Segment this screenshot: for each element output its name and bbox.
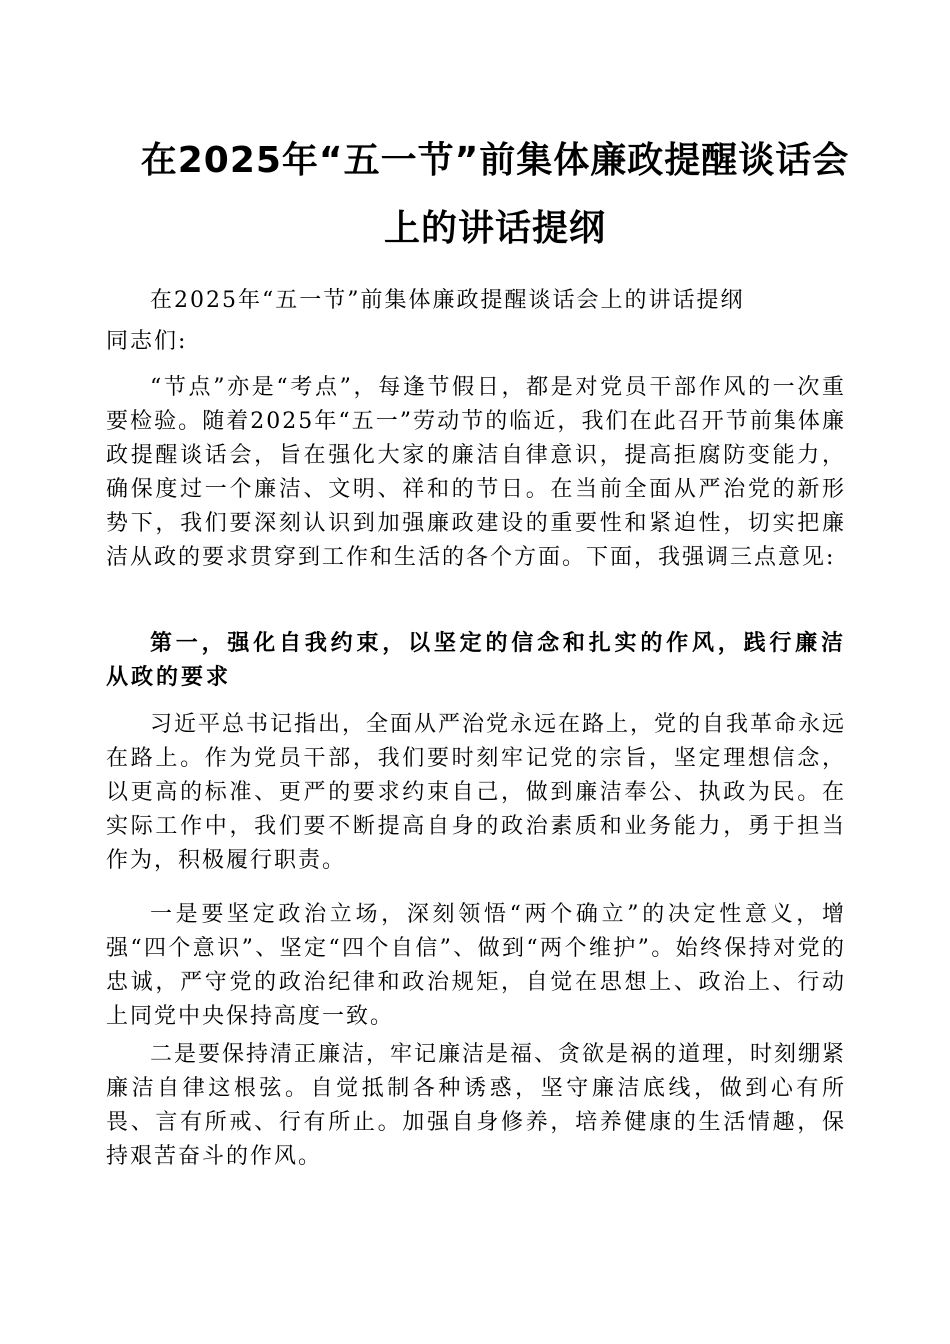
document-subtitle: 在2025年“五一节”前集体廉政提醒谈话会上的讲话提纲 <box>150 288 745 313</box>
intro-paragraph: “节点”亦是“考点”，每逢节假日，都是对党员干部作风的一次重要检验。随着2025年“五一”劳动节的临近，我们在此召开节前集体廉政提醒谈话会，旨在强化大家的廉洁自律意识，提高拒腐防变能力，确保度过一个廉洁、文明、祥和的节日。在当前全面从严治党的新形势下，我们要深刻认识到加强廉政建设的重要性和紧迫性，切实把廉洁从政的要求贯穿到工作和生活的各个方面。下面，我强调三点意见: <box>106 375 846 570</box>
document-title-line-1: 在2025年“五一节”前集体廉政提醒谈话会 <box>140 140 850 181</box>
section-1-paragraph: 习近平总书记指出，全面从严治党永远在路上，党的自我革命永远在路上。作为党员干部，我们要时刻牢记党的宗旨，坚定理想信念，以更高的标准、更严的要求约束自己，做到廉洁奉公、执政为民。在实际工作中，我们要不断提高自身的政治素质和业务能力，勇于担当作为，积极履行职责。 <box>106 712 847 873</box>
point-2-paragraph: 二是要保持清正廉洁，牢记廉洁是福、贪欲是祸的道理，时刻绷紧廉洁自律这根弦。自觉抵制各种诱惑，坚守廉洁底线，做到心有所畏、言有所戒、行有所止。加强自身修养，培养健康的生活情趣，保持艰苦奋斗的作风。 <box>106 1042 847 1169</box>
greeting: 同志们: <box>106 329 188 354</box>
section-heading-1: 第一，强化自我约束，以坚定的信念和扎实的作风，践行廉洁从政的要求 <box>106 631 846 690</box>
point-1-paragraph: 一是要坚定政治立场，深刻领悟“两个确立”的决定性意义，增强“四个意识”、坚定“四个自信”、做到“两个维护”。始终保持对党的忠诚，严守党的政治纪律和政治规矩，自觉在思想上、政治上、行动上同党中央保持高度一致。 <box>106 902 846 1029</box>
document-title-line-2: 上的讲话提纲 <box>383 208 606 249</box>
